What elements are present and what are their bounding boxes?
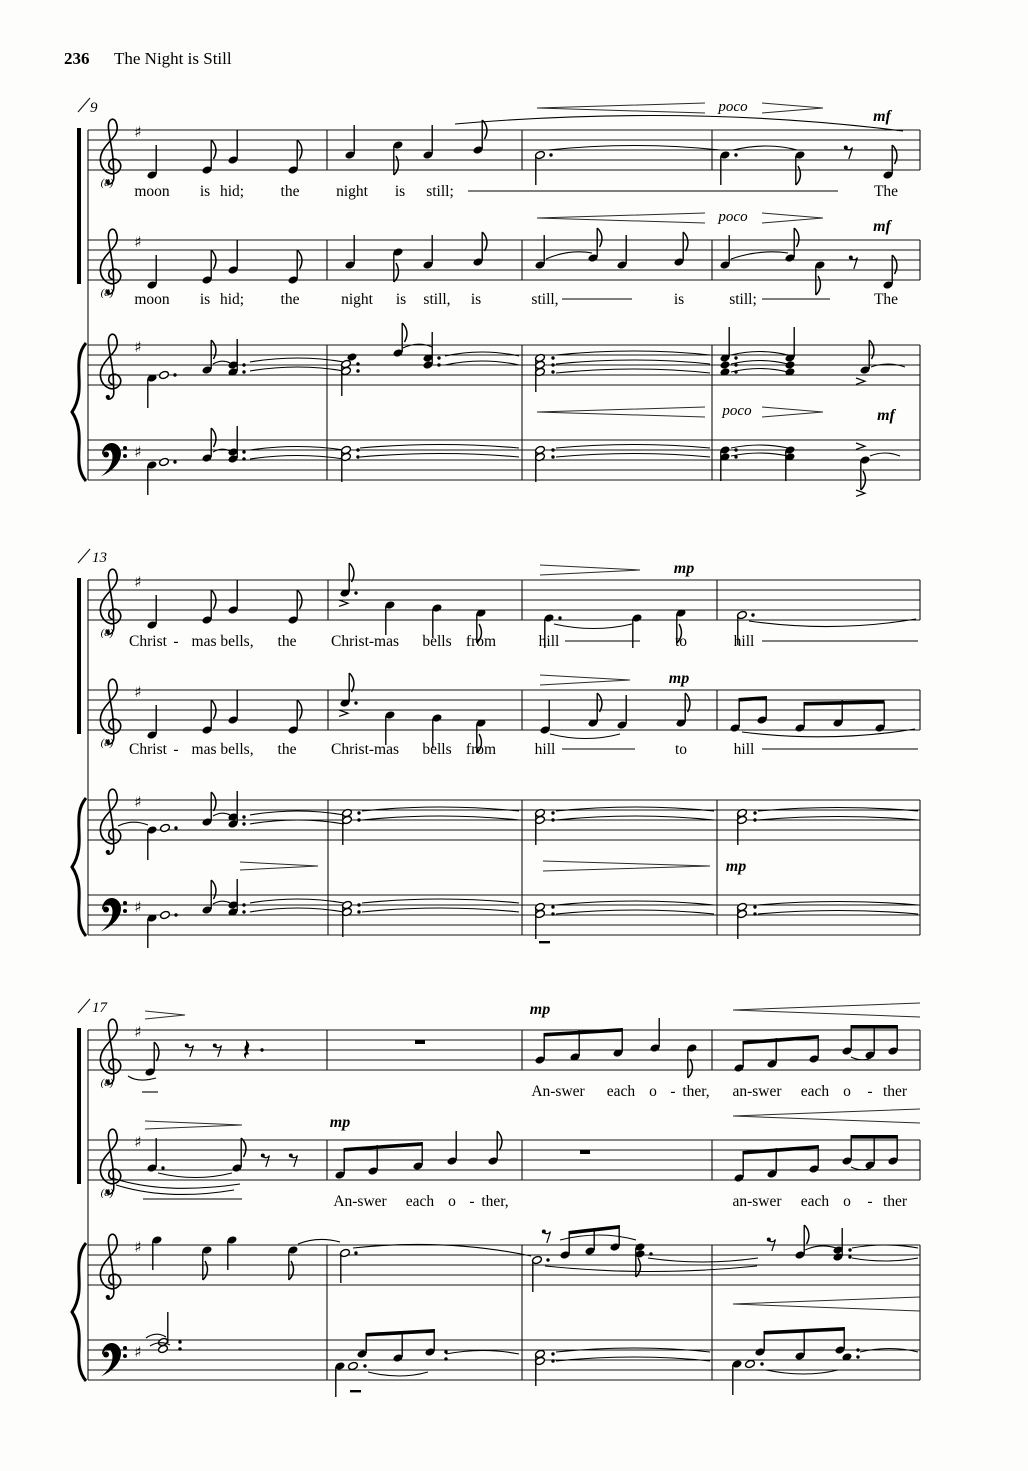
lyric-syllable: is xyxy=(199,291,211,308)
voice1-lyrics xyxy=(531,1083,908,1100)
key-signature-sharp: ♯ xyxy=(134,338,142,356)
hairpin-diminuendo xyxy=(543,861,710,871)
system-separator-mark xyxy=(78,999,90,1013)
treble-clef-icon xyxy=(100,1234,120,1299)
lyric-syllable: bells xyxy=(422,741,452,758)
voice2-lyrics xyxy=(129,741,918,758)
slur xyxy=(546,252,592,259)
system-separator-mark xyxy=(78,98,90,112)
lyric-syllable: - xyxy=(469,1193,475,1210)
piano-treble-notes xyxy=(118,791,918,860)
lyric-syllable: still; xyxy=(426,183,454,200)
lyric-syllable: each xyxy=(606,1083,636,1100)
key-signature-sharp: ♯ xyxy=(134,1023,142,1041)
voice2-notes xyxy=(146,673,915,753)
system-3 xyxy=(72,999,920,1397)
lyric-syllable: still, xyxy=(531,291,559,308)
lyric-syllable: hill xyxy=(733,633,755,650)
hairpin-diminuendo xyxy=(762,103,823,113)
treble-clef-icon xyxy=(100,334,120,399)
lyric-syllable: o xyxy=(448,1193,456,1210)
lyric-syllable: the xyxy=(280,291,300,308)
tempo-poco: poco xyxy=(718,99,748,115)
choir-bracket-icon xyxy=(77,128,81,284)
key-signature-sharp: ♯ xyxy=(134,1343,142,1361)
piano-dynamics xyxy=(733,1297,920,1311)
piano-dynamics xyxy=(240,858,746,875)
tie xyxy=(733,146,797,150)
octave-marker: (8) xyxy=(100,1077,114,1089)
page-number: 236 xyxy=(64,49,90,68)
lyric-syllable: - xyxy=(173,633,179,650)
dynamic-mp: mp xyxy=(668,670,690,687)
lyric-syllable: ther xyxy=(882,1193,908,1210)
tie xyxy=(548,146,720,151)
treble-clef-icon xyxy=(100,569,120,634)
voice2-lyrics xyxy=(333,1193,908,1210)
lyric-syllable: moon xyxy=(134,183,170,200)
lyric-syllable: night xyxy=(336,183,368,200)
hairpin-crescendo xyxy=(537,213,705,223)
hairpin-diminuendo xyxy=(762,213,823,223)
system-separator-mark xyxy=(78,549,90,563)
voice1-dynamics xyxy=(142,1001,920,1092)
voice1-notes xyxy=(146,563,916,648)
lyric-syllable: mas xyxy=(191,633,217,650)
lyric-syllable: is xyxy=(395,291,407,308)
measure-number: 17 xyxy=(92,1000,107,1016)
hairpin-diminuendo xyxy=(240,862,318,870)
lyric-syllable: o xyxy=(843,1083,851,1100)
lyric-syllable: the xyxy=(277,633,297,650)
lyric-syllable: ther xyxy=(882,1083,908,1100)
lyric-syllable: An-swer xyxy=(333,1193,387,1210)
choir-bracket-icon xyxy=(77,1028,81,1184)
lyric-syllable: each xyxy=(800,1083,830,1100)
lyric-syllable: hill xyxy=(538,633,560,650)
dynamic-mp: mp xyxy=(725,858,747,875)
lyric-syllable: - xyxy=(670,1083,676,1100)
voice2-dynamics xyxy=(537,209,893,235)
key-signature-sharp: ♯ xyxy=(134,683,142,701)
lyric-syllable: o xyxy=(649,1083,657,1100)
lyric-syllable: hill xyxy=(534,741,556,758)
hairpin-diminuendo xyxy=(540,675,630,685)
voice1-notes xyxy=(128,1018,899,1080)
piano-bass-notes xyxy=(146,1312,918,1397)
voice2-lyrics xyxy=(134,291,898,308)
lyric-syllable: hill xyxy=(733,741,755,758)
lyric-syllable: - xyxy=(867,1083,873,1100)
key-signature-sharp: ♯ xyxy=(134,793,142,811)
octave-marker: (8) xyxy=(100,287,114,299)
lyric-syllable: hid; xyxy=(219,291,245,308)
piano-dynamics xyxy=(537,403,897,424)
lyric-syllable: each xyxy=(800,1193,830,1210)
octave-marker: (8) xyxy=(100,627,114,639)
piano-brace-icon xyxy=(72,798,86,936)
slur xyxy=(455,115,903,131)
piece-title: The Night is Still xyxy=(114,49,232,68)
treble-clef-icon xyxy=(100,119,120,184)
voice2-dynamics xyxy=(143,1109,920,1199)
system-2 xyxy=(72,549,920,948)
lyric-syllable: ther, xyxy=(481,1193,509,1210)
piano-bass-notes xyxy=(146,879,918,948)
lyric-syllable: o xyxy=(843,1193,851,1210)
lyric-syllable: Christ-mas xyxy=(330,741,400,758)
lyric-syllable: The xyxy=(873,183,899,200)
piano-bass-notes xyxy=(146,426,900,496)
voice1-dynamics xyxy=(540,560,694,577)
treble-clef-icon xyxy=(100,1129,120,1194)
lyric-syllable: the xyxy=(280,183,300,200)
measure-number: 9 xyxy=(90,100,98,116)
lyric-syllable: is xyxy=(673,291,685,308)
slur xyxy=(158,1173,232,1178)
hairpin-crescendo xyxy=(733,1109,920,1123)
lyric-syllable: bells xyxy=(422,633,452,650)
lyric-syllable: each xyxy=(405,1193,435,1210)
slur xyxy=(550,734,620,739)
lyric-syllable: mas xyxy=(191,741,217,758)
lyric-syllable: ther, xyxy=(682,1083,710,1100)
dynamic-mf: mf xyxy=(877,407,895,424)
piano-brace-icon xyxy=(72,1243,86,1381)
hairpin-crescendo xyxy=(537,103,705,113)
system-1 xyxy=(72,98,920,496)
dynamic-mf: mf xyxy=(873,218,891,235)
lyric-syllable: moon xyxy=(134,291,170,308)
piano-brace-icon xyxy=(72,343,86,481)
piano-treble-notes xyxy=(151,1225,918,1292)
hairpin-crescendo xyxy=(733,1003,920,1017)
lyric-syllable: to xyxy=(674,741,688,758)
lyric-syllable: the xyxy=(277,741,297,758)
lyric-syllable: bells, xyxy=(220,633,254,650)
dynamic-mp: mp xyxy=(529,1001,551,1018)
key-signature-sharp: ♯ xyxy=(134,573,142,591)
clefs-and-keys xyxy=(100,1019,141,1376)
lyric-syllable: Christ xyxy=(129,633,167,650)
dynamic-mp: mp xyxy=(329,1114,351,1131)
choir-bracket-icon xyxy=(77,578,81,734)
voice1-lyrics xyxy=(129,633,918,650)
tempo-poco: poco xyxy=(722,403,752,419)
key-signature-sharp: ♯ xyxy=(134,233,142,251)
lyric-syllable: an-swer xyxy=(732,1083,782,1100)
key-signature-sharp: ♯ xyxy=(134,898,142,916)
key-signature-sharp: ♯ xyxy=(134,123,142,141)
lyric-syllable: hid; xyxy=(219,183,245,200)
measure-number: 13 xyxy=(92,550,107,566)
hairpin-diminuendo xyxy=(762,407,823,417)
dynamic-mf: mf xyxy=(873,108,891,125)
lyric-syllable: still; xyxy=(729,291,757,308)
lyric-syllable: - xyxy=(173,741,179,758)
key-signature-sharp: ♯ xyxy=(134,1133,142,1151)
lyric-syllable: is xyxy=(199,183,211,200)
hairpin-diminuendo xyxy=(540,565,640,575)
slur xyxy=(554,624,632,629)
treble-clef-icon xyxy=(100,679,120,744)
lyric-syllable: from xyxy=(465,741,497,758)
hairpin-diminuendo xyxy=(145,1011,185,1019)
lyric-syllable: night xyxy=(341,291,373,308)
octave-marker: (8) xyxy=(100,177,114,189)
hairpin-crescendo xyxy=(537,407,705,417)
treble-clef-icon xyxy=(100,1019,120,1084)
key-signature-sharp: ♯ xyxy=(134,1238,142,1256)
hairpin-diminuendo xyxy=(145,1121,242,1129)
lyric-syllable: The xyxy=(873,291,899,308)
voice1-lyrics xyxy=(134,183,898,200)
octave-marker: (8) xyxy=(100,737,114,749)
lyric-syllable: Christ xyxy=(129,741,167,758)
voice2-notes xyxy=(112,1131,899,1194)
voice1-dynamics xyxy=(537,99,893,125)
treble-clef-icon xyxy=(100,229,120,294)
key-signature-sharp: ♯ xyxy=(134,443,142,461)
lyric-syllable: An-swer xyxy=(531,1083,585,1100)
slur xyxy=(731,252,788,259)
lyric-syllable: from xyxy=(465,633,497,650)
treble-clef-icon xyxy=(100,789,120,854)
lyric-syllable: to xyxy=(674,633,688,650)
hairpin-crescendo xyxy=(733,1297,920,1311)
lyric-syllable: is xyxy=(470,291,482,308)
lyric-syllable: - xyxy=(867,1193,873,1210)
page-header xyxy=(64,49,232,68)
octave-marker: (8) xyxy=(100,1187,114,1199)
tempo-poco: poco xyxy=(718,209,748,225)
lyric-syllable: an-swer xyxy=(732,1193,782,1210)
voice2-dynamics xyxy=(540,670,689,687)
lyric-syllable: is xyxy=(394,183,406,200)
dynamic-mp: mp xyxy=(673,560,695,577)
lyric-syllable: Christ-mas xyxy=(330,633,400,650)
lyric-syllable: still, xyxy=(423,291,451,308)
lyric-syllable: bells, xyxy=(220,741,254,758)
